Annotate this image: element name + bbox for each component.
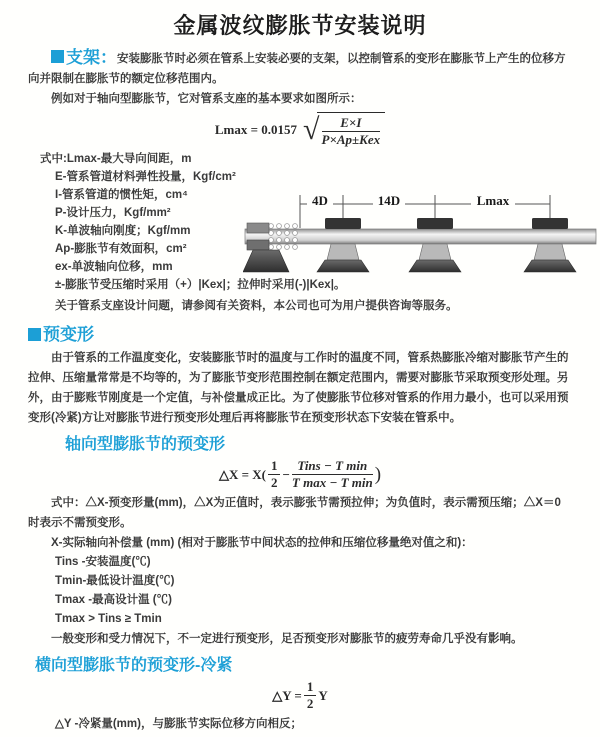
half-den: 2: [270, 475, 278, 490]
definition-line: ±-膨胀节受压缩时采用（+）|Kex|；拉伸时采用(-)|Kex|。: [55, 279, 346, 291]
lmax-formula: [0, 112, 600, 147]
definition-line: I-管系管道的惯性矩，cm⁴: [55, 189, 188, 201]
guide-support: [524, 218, 576, 272]
half-num: 1: [268, 459, 281, 475]
axial-desc1: 式中：△X-预变形量(mm)，△X为正值时，表示膨张节需预拉伸；为负值时，表示需预压缩；△X＝0时表示不需预变形。: [28, 497, 561, 529]
temp-line: Tins -安装温度(℃): [55, 556, 151, 568]
predeform-paragraph: 由于管系的工作温度变化，安装膨胀节时的温度与工作时的温度不同，管系热膨胀冷缩对膨胀节产生的拉伸、压缩量常常是不均等的，为了膨胀节变形范围控制在额定范围内，需要对膨胀节采取预变形处理。另外，由于膨账节刚度是一个定值，与补偿量成正比。为了使膨胀节位移对管系的作用力最小，也可以采用预变形(冷紧)方让对膨胀节进行预变形处理后再将膨胀节在预变形状态下安装在管系中。: [28, 352, 569, 424]
section-bullet-icon: [51, 50, 64, 63]
definition-line: K-单波轴向刚度；Kgf/mm: [55, 225, 191, 237]
guide-support: [317, 218, 369, 272]
lmax-fraction-den: P×Ap±Kex: [321, 132, 381, 147]
predeform-heading-text: 预变形: [43, 325, 94, 344]
support-intro-paragraph: [28, 48, 572, 89]
support-intro-text: 安装膨胀节时必须在管系上安装必要的支架，以控制管系的变形在膨胀节上产生的位移方向并限制在膨胀节的额定位移范围内。: [28, 53, 566, 85]
lateral-predeform-heading: 横向型膨胀节的预变形-冷紧: [35, 657, 233, 674]
half-fraction: [268, 459, 281, 490]
temp-line: Tmax -最高设计温 (℃): [55, 594, 172, 606]
predeform-section-heading: [28, 324, 572, 346]
temperature-definitions: [55, 553, 600, 629]
definition-line: 式中:Lmax-最大导向间距，m: [40, 153, 192, 165]
axial-desc2: X-实际轴向补偿量 (mm) (相对于膨胀节中间状态的拉伸和压缩位移量绝对值之和)：: [51, 537, 473, 549]
closing-paren: ): [374, 463, 382, 485]
support-example-text: 例如对于轴向型膨胀节，它对管系支座的基本要求如图所示：: [51, 93, 362, 105]
axial-formula: [0, 459, 600, 490]
sqrt-radical: [303, 112, 385, 147]
dim-label-lmax: Lmax: [476, 193, 510, 208]
axial-predeform-heading: 轴向型膨胀节的预变形: [65, 436, 226, 453]
pipe: [245, 229, 596, 244]
section-bullet-icon: [28, 328, 41, 341]
dim-label-4d: 4D: [312, 193, 328, 208]
lateral-formula-lhs: △Y =: [272, 687, 302, 703]
page-title: 金属波纹膨胀节安装说明: [173, 13, 427, 38]
dim-label-14d: 14D: [377, 193, 401, 208]
definition-line: ex-单波轴向位移，mm: [55, 261, 173, 273]
lateral-half-fraction: [304, 680, 317, 711]
definition-line: P-设计压力，Kgf/mm²: [55, 207, 171, 219]
lateral-half-num: 1: [304, 680, 317, 696]
definition-line: E-管系管道材料弹性投量，Kgf/cm²: [55, 171, 236, 183]
temp-line: Tmin-最低设计温度(℃): [55, 575, 175, 587]
lmax-formula-lhs: Lmax = 0.0157: [214, 121, 298, 137]
lmax-fraction: [322, 116, 381, 147]
support-section-heading: 支架：: [66, 48, 117, 67]
temperature-fraction: [292, 459, 373, 490]
temp-fraction-num: Tins − T min: [292, 459, 373, 475]
support-note: 关于管系支座设计问题，请参阅有关资料，本公司也可为用户提供咨询等服务。: [55, 300, 458, 312]
lateral-desc: △Y -冷紧量(mm)，与膨胀节实际位移方向相反；: [55, 718, 302, 730]
axial-formula-lhs: △X = X(: [218, 466, 266, 482]
temp-line: Tmax > Tins ≥ Tmin: [55, 613, 162, 625]
sqrt-symbol-icon: √: [303, 112, 320, 146]
guide-support: [409, 218, 461, 272]
axial-note: 一般变形和受力情况下，不一定进行预变形，足否预变形对膨胀节的疲劳寿命几乎没有影响。: [51, 633, 523, 645]
lateral-formula-rhs: Y: [318, 687, 328, 703]
lmax-fraction-num: E×I: [322, 116, 381, 132]
support-spacing-diagram: [243, 190, 598, 285]
lateral-formula: [0, 680, 600, 711]
definition-line: Ap-膨胀节有效面积，cm²: [55, 243, 187, 255]
lateral-half-den: 2: [306, 696, 314, 711]
temp-fraction-den: T max − T min: [291, 475, 373, 490]
minus-sign: −: [282, 466, 290, 482]
